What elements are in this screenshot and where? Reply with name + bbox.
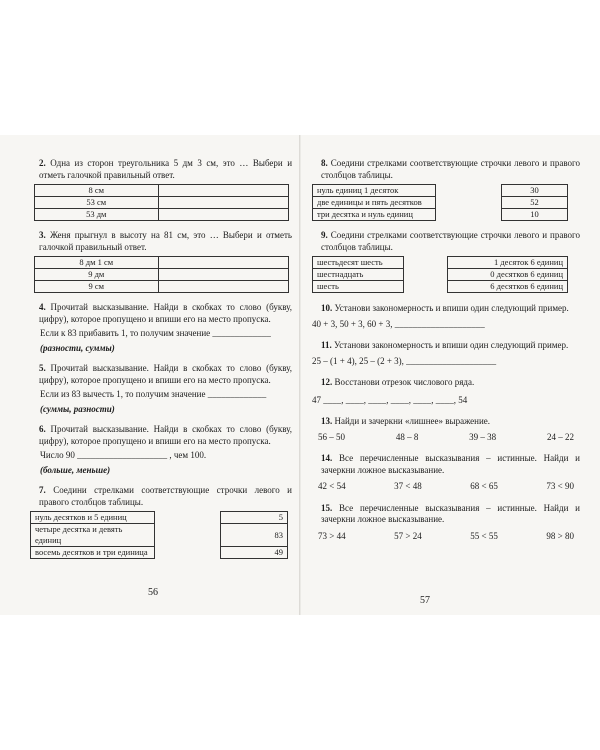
task-text: Установи закономерность и впиши один следующий пример.: [334, 340, 569, 350]
task-text: Соедини стрелками соответствующие строчки левого и правого столбцов таблицы.: [321, 230, 581, 252]
match-table: [312, 256, 568, 293]
task-number: 14.: [321, 453, 333, 463]
task-6: [30, 424, 292, 476]
page-number: 57: [420, 595, 430, 606]
table-row: [313, 269, 568, 281]
right-cell[interactable]: 10: [501, 209, 567, 221]
right-page: [312, 150, 580, 542]
task-text: Все перечисленные высказывания – истинные. Найди и зачеркни ложное высказывание.: [321, 453, 580, 475]
checkbox-cell[interactable]: [158, 269, 288, 281]
option-cell: 53 дм: [35, 209, 159, 221]
task-number: 11.: [321, 340, 332, 350]
statement-item[interactable]: 55 < 55: [470, 530, 498, 541]
table-row: [35, 269, 289, 281]
option-cell: 9 см: [35, 281, 159, 293]
expression-item[interactable]: 56 – 50: [318, 431, 345, 442]
task-number: 2.: [39, 158, 46, 168]
number-row-line[interactable]: 47 ____, ____, ____, ____, ____, ____, 54: [312, 394, 468, 405]
right-cell[interactable]: 52: [501, 197, 567, 209]
left-page: [30, 150, 292, 559]
match-table: [30, 511, 288, 559]
checkbox-cell[interactable]: [158, 185, 288, 197]
left-cell[interactable]: две единицы и пять десятков: [313, 197, 436, 209]
table-row: [35, 281, 289, 293]
task-11: [312, 340, 580, 367]
task-number: 7.: [39, 485, 46, 495]
expression-list: [312, 432, 580, 444]
option-cell: 8 дм 1 см: [35, 257, 159, 269]
task-number: 12.: [321, 377, 333, 387]
task-number: 6.: [39, 424, 46, 434]
statement-item[interactable]: 37 < 48: [394, 481, 422, 491]
checkbox-cell[interactable]: [158, 197, 288, 209]
table-row: [313, 257, 568, 269]
statement[interactable]: Число 90 ____________________ , чем 100.: [40, 450, 207, 460]
task-text: Прочитай высказывание. Найди в скобках то слово (букву, цифру), которое пропущено и впиши его на место пропуска.: [39, 302, 292, 324]
table-row: [313, 281, 568, 293]
task-text: Женя прыгнул в высоту на 81 см, это … Выбери и отметь галочкой правильный ответ.: [39, 230, 292, 252]
checkbox-cell[interactable]: [158, 281, 288, 293]
statement[interactable]: Если к 83 прибавить 1, то получим значение _____________: [40, 328, 271, 338]
left-cell[interactable]: шестьдесят шесть: [313, 257, 404, 269]
table-row: [313, 197, 568, 209]
option-cell: 8 см: [35, 185, 159, 197]
task-13: [312, 416, 580, 443]
book-spine: [299, 135, 301, 615]
statement-item[interactable]: 73 < 90: [546, 481, 574, 491]
task-3: [30, 230, 292, 293]
task-text: Одна из сторон треугольника 5 дм 3 см, это … Выбери и отметь галочкой правильный ответ.: [39, 158, 293, 180]
sequence-line[interactable]: 40 + 3, 50 + 3, 60 + 3, ____________________: [312, 318, 485, 329]
task-15: [312, 503, 580, 543]
match-table: [312, 184, 568, 221]
statement-list: [312, 531, 580, 543]
task-number: 9.: [321, 230, 328, 240]
task-text: Прочитай высказывание. Найди в скобках то слово (букву, цифру), которое пропущено и впиши его на место пропуска.: [39, 363, 292, 385]
word-hint: (суммы, разности): [40, 403, 115, 414]
statement-item[interactable]: 98 > 80: [546, 530, 574, 541]
table-row: [313, 185, 568, 197]
left-cell[interactable]: три десятка и нуль единиц: [313, 209, 436, 221]
table-row: [31, 524, 288, 547]
right-cell[interactable]: 49: [221, 547, 288, 559]
statement-item[interactable]: 57 > 24: [394, 530, 422, 541]
task-9: [312, 230, 580, 293]
expression-item[interactable]: 48 – 8: [395, 431, 419, 442]
task-14: [312, 453, 580, 493]
left-cell[interactable]: шесть: [313, 281, 404, 293]
statement-list: [312, 481, 580, 493]
right-cell[interactable]: 6 десятков 6 единиц: [448, 281, 568, 293]
page-number: 56: [148, 587, 158, 598]
left-cell[interactable]: нуль десятков и 5 единиц: [31, 512, 155, 524]
task-7: [30, 485, 292, 559]
sequence-line[interactable]: 25 – (1 + 4), 25 – (2 + 3), ____________________: [312, 355, 497, 366]
task-text: Соедини стрелками соответствующие строчки левого и правого столбцов таблицы.: [39, 485, 293, 507]
task-text: Соедини стрелками соответствующие строчки левого и правого столбцов таблицы.: [321, 158, 581, 180]
table-row: [35, 185, 289, 197]
task-10: [312, 303, 580, 330]
right-cell[interactable]: 0 десятков 6 единиц: [448, 269, 568, 281]
choice-table: [34, 256, 289, 293]
left-cell[interactable]: восемь десятков и три единица: [31, 547, 155, 559]
task-number: 10.: [321, 303, 333, 313]
statement-item[interactable]: 68 < 65: [470, 481, 498, 491]
right-cell[interactable]: 30: [501, 185, 567, 197]
option-cell: 9 дм: [35, 269, 159, 281]
task-number: 8.: [321, 158, 328, 168]
task-text: Найди и зачеркни «лишнее» выражение.: [334, 416, 491, 426]
right-cell[interactable]: 83: [221, 524, 288, 547]
statement-item[interactable]: 73 > 44: [318, 530, 346, 541]
statement-item[interactable]: 42 < 54: [318, 481, 346, 491]
checkbox-cell[interactable]: [158, 257, 288, 269]
task-12: [312, 377, 580, 406]
task-4: [30, 302, 292, 354]
task-text: Установи закономерность и впиши один следующий пример.: [334, 303, 569, 313]
task-text: Прочитай высказывание. Найди в скобках то слово (букву, цифру), которое пропущено и впиши его на место пропуска.: [39, 424, 292, 446]
table-row: [313, 209, 568, 221]
task-number: 4.: [39, 302, 46, 312]
option-cell: 53 см: [35, 197, 159, 209]
task-number: 13.: [321, 416, 333, 426]
table-row: [31, 547, 288, 559]
expression-item[interactable]: 24 – 22: [546, 431, 574, 442]
task-text: Восстанови отрезок числового ряда.: [334, 377, 475, 387]
word-hint: (разности, суммы): [40, 342, 115, 353]
checkbox-cell[interactable]: [158, 209, 288, 221]
table-row: [35, 209, 289, 221]
task-number: 3.: [39, 230, 46, 240]
task-number: 5.: [39, 363, 46, 373]
task-5: [30, 363, 292, 415]
left-cell[interactable]: нуль единиц 1 десяток: [313, 185, 436, 197]
right-cell[interactable]: 1 десяток 6 единиц: [448, 257, 568, 269]
choice-table: [34, 184, 289, 221]
left-cell[interactable]: четыре десятка и девять единиц: [31, 524, 155, 547]
right-cell[interactable]: 5: [221, 512, 288, 524]
task-text: Все перечисленные высказывания – истинные. Найди и зачеркни ложное высказывание.: [321, 502, 580, 524]
expression-item[interactable]: 39 – 38: [469, 431, 497, 442]
table-row: [35, 197, 289, 209]
table-row: [31, 512, 288, 524]
statement[interactable]: Если из 83 вычесть 1, то получим значение _____________: [40, 389, 267, 399]
table-row: [35, 257, 289, 269]
left-cell[interactable]: шестнадцать: [313, 269, 404, 281]
task-2: [30, 158, 292, 221]
task-8: [312, 158, 580, 221]
word-hint: (больше, меньше): [40, 464, 111, 475]
task-number: 15.: [321, 502, 333, 513]
